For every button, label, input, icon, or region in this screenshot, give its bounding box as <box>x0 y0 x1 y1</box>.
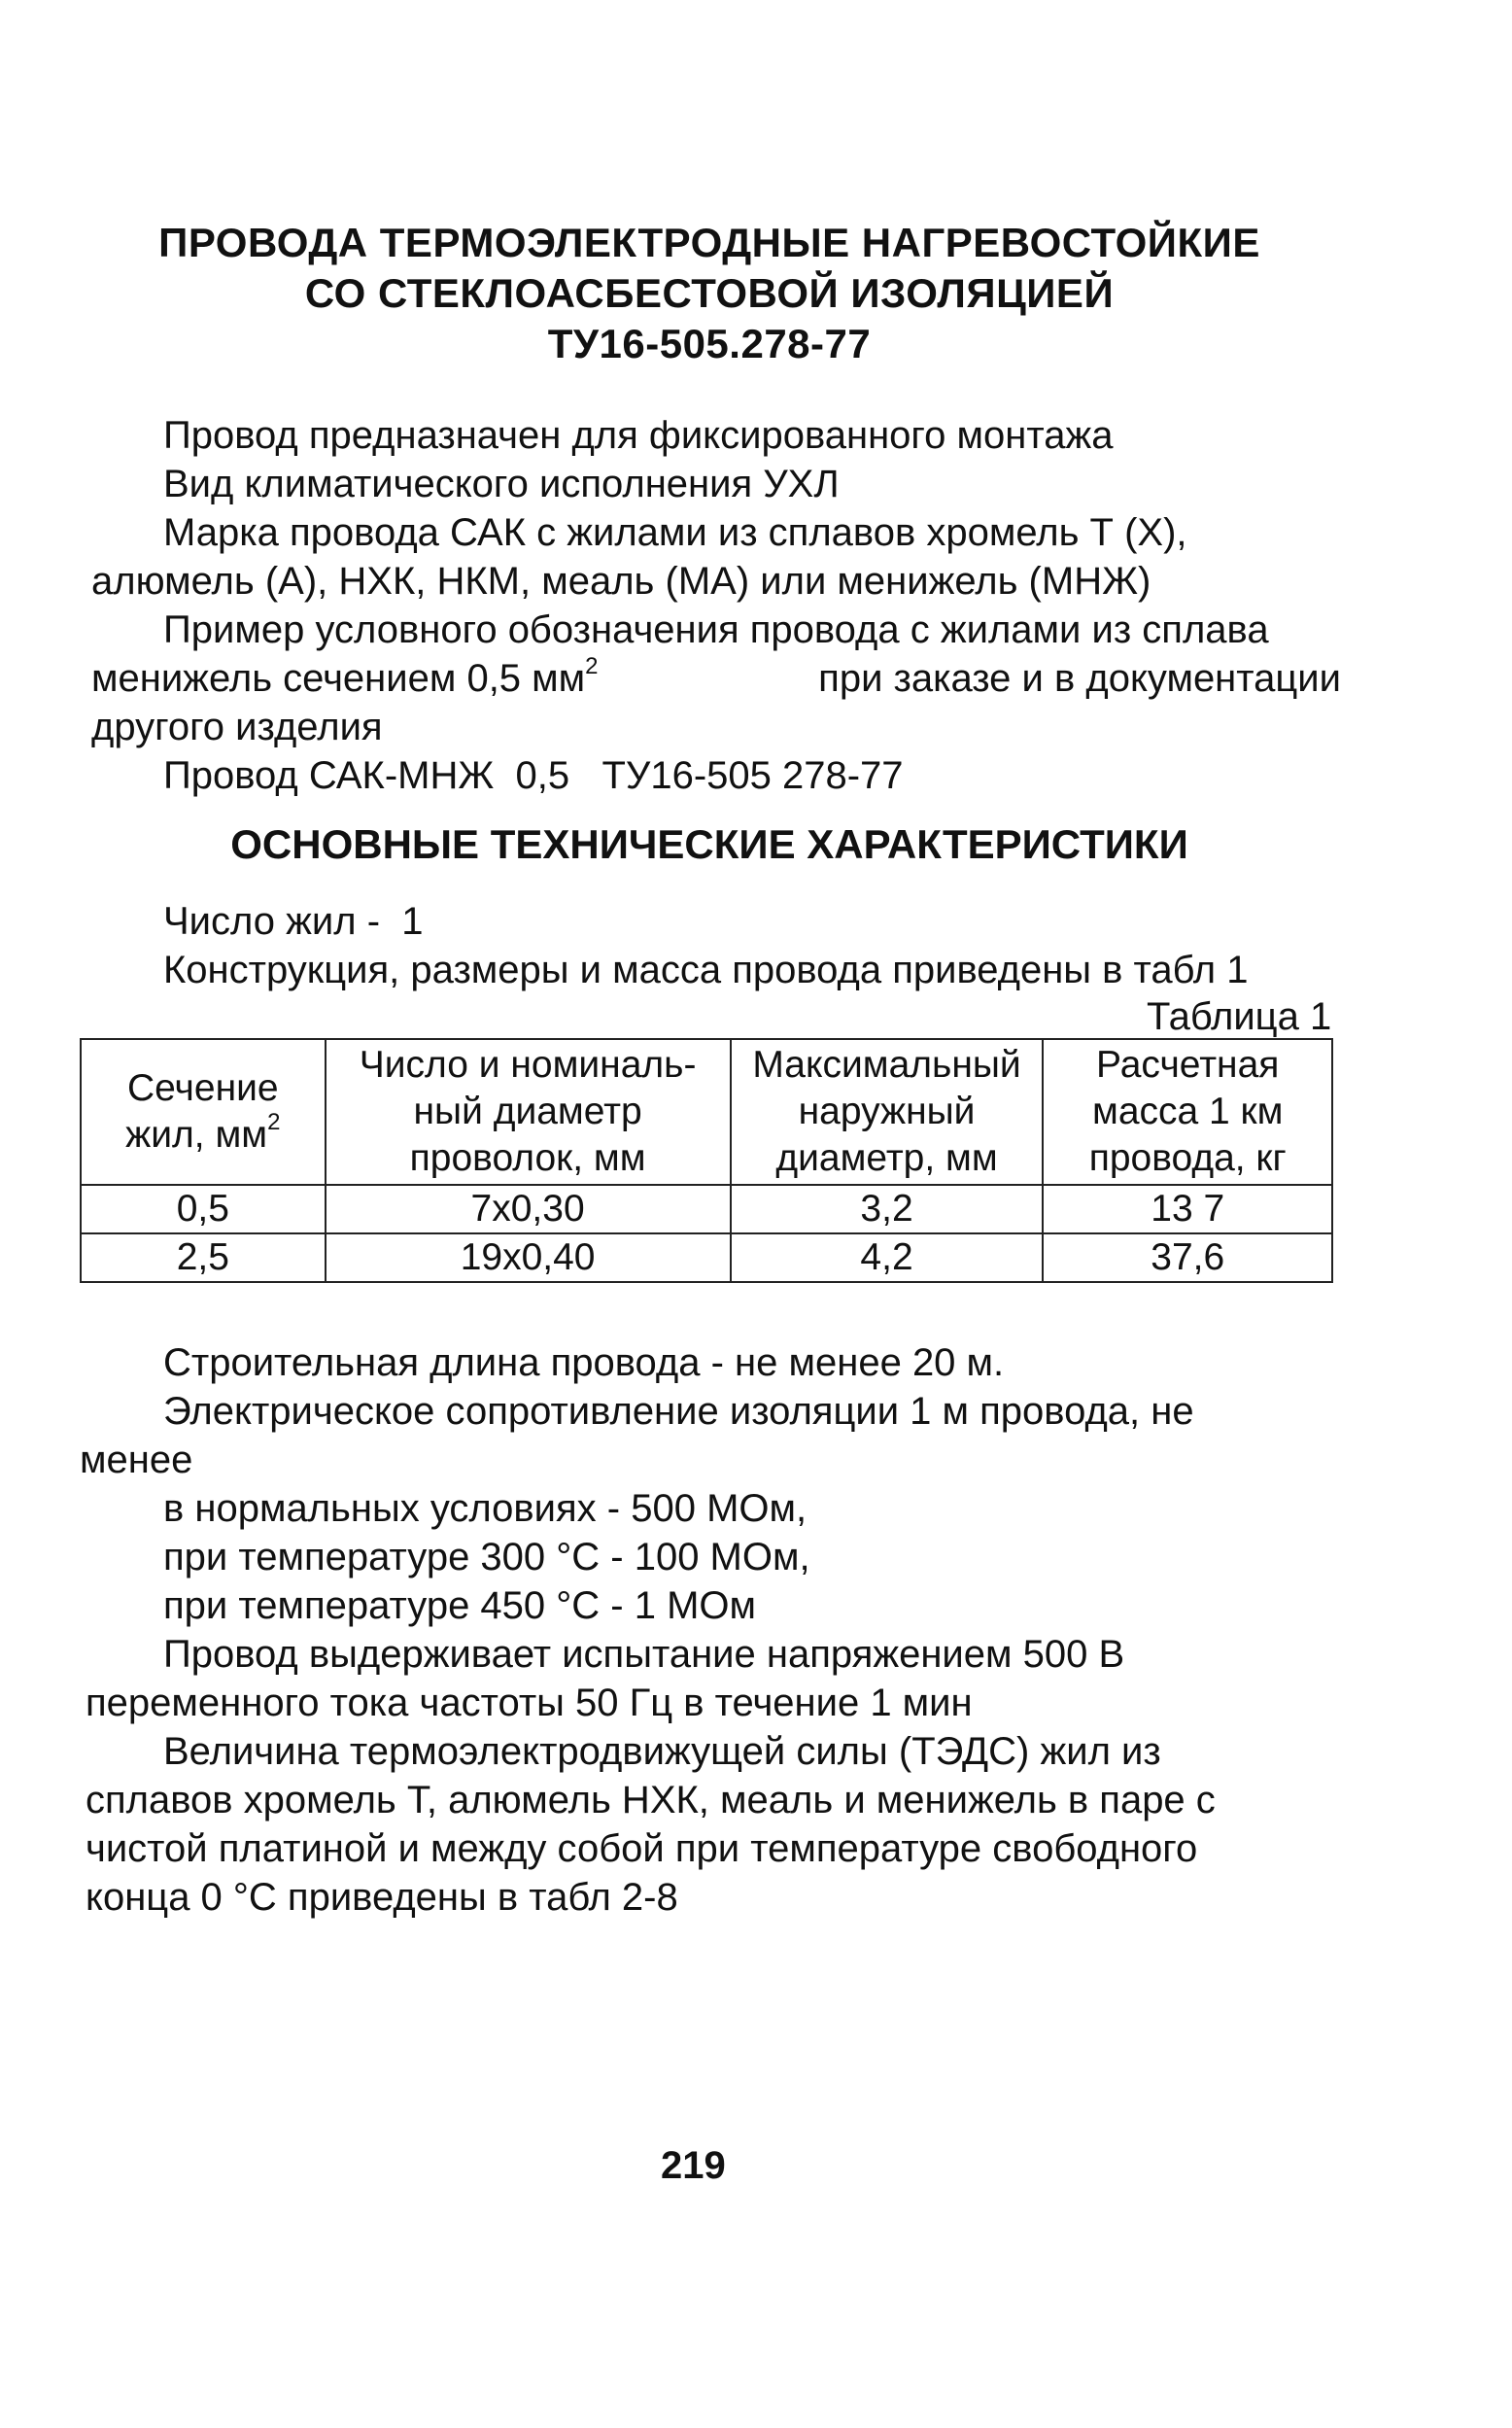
title-line-2: СО СТЕКЛОАСБЕСТОВОЙ ИЗОЛЯЦИЕЙ <box>304 270 1115 316</box>
brand-line-2: алюмель (А), НХК, НКМ, меаль (МА) или менижель (МНЖ) <box>91 560 1151 603</box>
emf-line-1: Величина термоэлектродвижущей силы (ТЭДС) жил из <box>163 1730 1161 1773</box>
header-cell-wires: Число и номиналь- ный диаметр проволок, мм <box>326 1039 731 1185</box>
cores-text: Число жил - 1 <box>163 900 424 943</box>
voltage-line-2: переменного тока частоты 50 Гц в течение 1 мин <box>86 1682 973 1724</box>
table-cell: 2,5 <box>81 1233 326 1282</box>
normal-conditions-text: в нормальных условиях - 500 МОм, <box>163 1487 808 1530</box>
table-cell: 13 7 <box>1043 1185 1332 1233</box>
purpose-text: Провод предназначен для фиксированного монтажа <box>163 414 1114 457</box>
voltage-line-1: Провод выдерживает испытание напряжением 500 В <box>163 1633 1125 1676</box>
spec-table <box>80 1038 1333 1283</box>
table-cell: 7х0,30 <box>326 1185 731 1233</box>
length-text: Строительная длина провода - не менее 20 м. <box>163 1341 1005 1384</box>
emf-line-3: чистой платиной и между собой при температуре свободного <box>86 1827 1198 1870</box>
header-cell-mass: Расчетная масса 1 км провода, кг <box>1043 1039 1332 1185</box>
header-cell-diameter: Максимальный наружный диаметр, мм <box>731 1039 1044 1185</box>
temp-450-text: при температуре 450 °С - 1 МОм <box>163 1584 756 1627</box>
climate-text: Вид климатического исполнения УХЛ <box>163 463 840 505</box>
designation-text: Провод САК-МНЖ 0,5 ТУ16-505 278-77 <box>163 754 904 797</box>
table-row <box>81 1185 1332 1233</box>
example-line-2 <box>91 652 1341 702</box>
brand-line-1: Марка провода САК с жилами из сплавов хромель Т (Х), <box>163 511 1187 554</box>
title-line-3: ТУ16-505.278-77 <box>547 321 872 366</box>
table-cell: 37,6 <box>1043 1233 1332 1282</box>
example-line-1: Пример условного обозначения провода с жилами из сплава <box>163 608 1269 651</box>
table-header-row <box>81 1039 1332 1185</box>
temp-300-text: при температуре 300 °С - 100 МОм, <box>163 1536 810 1578</box>
construction-text: Конструкция, размеры и масса провода приведены в табл 1 <box>163 949 1249 991</box>
header-cell-section: Сечение жил, $мм^2$ <box>81 1039 326 1185</box>
table-cell: 19х0,40 <box>326 1233 731 1282</box>
section-heading: ОСНОВНЫЕ ТЕХНИЧЕСКИЕ ХАРАКТЕРИСТИКИ <box>230 821 1188 867</box>
title-line-1: ПРОВОДА ТЕРМОЭЛЕКТРОДНЫЕ НАГРЕВОСТОЙКИЕ <box>158 220 1260 265</box>
table-cell: 4,2 <box>731 1233 1044 1282</box>
table-cell: 3,2 <box>731 1185 1044 1233</box>
example-line-2b: при заказе и в документации <box>818 657 1341 700</box>
resistance-line-2: менее <box>80 1439 193 1481</box>
emf-line-4: конца 0 °С приведены в табл 2-8 <box>86 1876 678 1919</box>
table-cell: 0,5 <box>81 1185 326 1233</box>
emf-line-2: сплавов хромель Т, алюмель НХК, меаль и менижель в паре с <box>86 1779 1216 1821</box>
table-caption: Таблица 1 <box>1147 995 1332 1038</box>
resistance-line-1: Электрическое сопротивление изоляции 1 м провода, не <box>163 1390 1194 1433</box>
page-number: 219 <box>661 2144 726 2187</box>
example-line-3: другого изделия <box>91 706 383 748</box>
table-row <box>81 1233 1332 1282</box>
example-line-2a: менижель сечением 0,5 $мм^2$ <box>91 652 599 700</box>
